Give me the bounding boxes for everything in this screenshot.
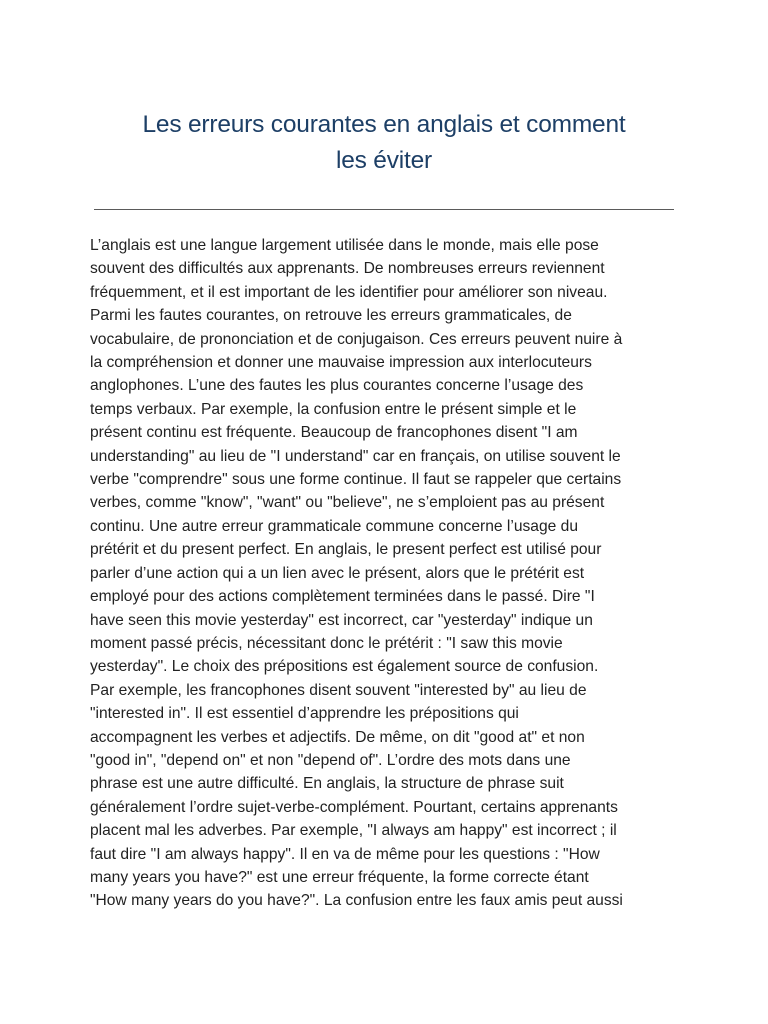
body-line: anglophones. L’une des fautes les plus courantes concerne l’usage des — [90, 377, 584, 395]
body-line: "How many years do you have?". La confusion entre les faux amis peut aussi — [90, 892, 623, 910]
body-line: parler d’une action qui a un lien avec le présent, alors que le prétérit est — [90, 564, 585, 582]
body-line: prétérit et du present perfect. En anglais, le present perfect est utilisé pour — [90, 541, 602, 559]
body-line: fréquemment, et il est important de les identifier pour améliorer son niveau. — [90, 283, 608, 301]
body-line: many years you have?" est une erreur fréquente, la forme correcte étant — [90, 868, 589, 886]
body-line: accompagnent les verbes et adjectifs. De même, on dit "good at" et non — [90, 728, 585, 746]
body-line: Par exemple, les francophones disent souvent "interested by" au lieu de — [90, 681, 587, 699]
body-line: "good in", "depend on" et non "depend of". L’ordre des mots dans une — [90, 751, 571, 769]
body-line: faut dire "I am always happy". Il en va de même pour les questions : "How — [90, 845, 600, 863]
body-line: have seen this movie yesterday" est incorrect, car "yesterday" indique un — [90, 611, 593, 629]
body-paragraph — [90, 234, 682, 913]
body-line: continu. Une autre erreur grammaticale commune concerne l’usage du — [90, 517, 578, 535]
page-title — [94, 107, 674, 179]
body-line: yesterday". Le choix des prépositions est également source de confusion. — [90, 658, 599, 676]
body-line: verbes, comme "know", "want" ou "believe", ne s’emploient pas au présent — [90, 494, 605, 512]
title-divider — [94, 209, 674, 210]
body-line: Parmi les fautes courantes, on retrouve les erreurs grammaticales, de — [90, 307, 572, 325]
body-line: placent mal les adverbes. Par exemple, "I always am happy" est incorrect ; il — [90, 822, 617, 840]
body-line: vocabulaire, de prononciation et de conjugaison. Ces erreurs peuvent nuire à — [90, 330, 623, 348]
body-line: temps verbaux. Par exemple, la confusion entre le présent simple et le — [90, 400, 577, 418]
body-line: généralement l’ordre sujet-verbe-complément. Pourtant, certains apprenants — [90, 798, 618, 816]
body-line: présent continu est fréquente. Beaucoup de francophones disent "I am — [90, 424, 578, 442]
body-line: moment passé précis, nécessitant donc le prétérit : "I saw this movie — [90, 634, 563, 652]
body-line: understanding" au lieu de "I understand" car en français, on utilise souvent le — [90, 447, 621, 465]
page-title-line: Les erreurs courantes en anglais et comment — [142, 111, 626, 138]
body-line: "interested in". Il est essentiel d’apprendre les prépositions qui — [90, 705, 519, 723]
body-line: la compréhension et donner une mauvaise impression aux interlocuteurs — [90, 354, 592, 372]
body-line: L’anglais est une langue largement utilisée dans le monde, mais elle pose — [90, 237, 599, 254]
body-line: phrase est une autre difficulté. En anglais, la structure de phrase suit — [90, 775, 564, 793]
body-line: souvent des difficultés aux apprenants. De nombreuses erreurs reviennent — [90, 260, 605, 278]
body-line: employé pour des actions complètement terminées dans le passé. Dire "I — [90, 588, 595, 606]
page-title-line: les éviter — [335, 147, 433, 174]
body-line: verbe "comprendre" sous une forme continue. Il faut se rappeler que certains — [90, 471, 622, 489]
